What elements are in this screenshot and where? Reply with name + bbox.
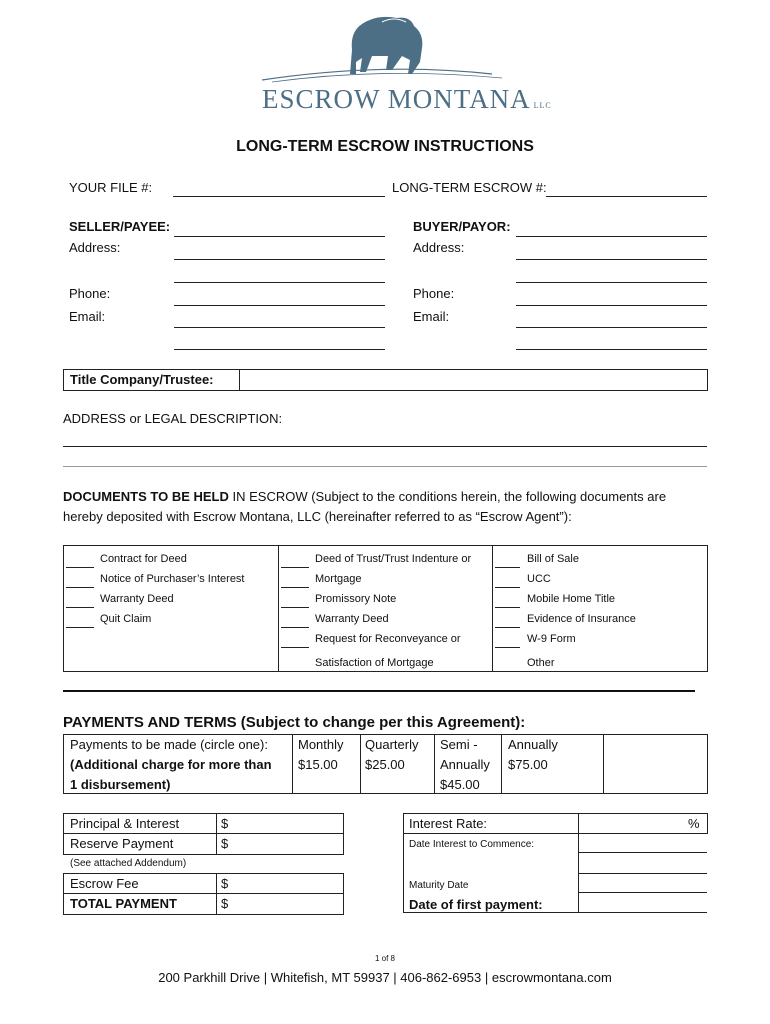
doc-warranty-deed: Warranty Deed	[100, 593, 174, 605]
principal-interest-label: Principal & Interest	[70, 816, 180, 831]
date-interest-label: Date Interest to Commence:	[409, 839, 535, 850]
payments-heading: PAYMENTS AND TERMS (Subject to change per this Agreement):	[63, 714, 526, 731]
dollar-sign: $	[221, 816, 229, 831]
doc-other: Other	[527, 657, 555, 669]
doc-checkbox[interactable]	[66, 607, 94, 608]
doc-checkbox[interactable]	[281, 627, 309, 628]
doc-checkbox[interactable]	[66, 567, 94, 568]
payments-desc: Payments to be made (circle one):	[70, 737, 268, 752]
payments-divider-2	[360, 734, 361, 793]
doc-checkbox[interactable]	[281, 647, 309, 648]
section-divider	[63, 690, 695, 692]
doc-checkbox[interactable]	[495, 647, 520, 648]
bison-icon	[262, 12, 512, 87]
seller-extra-field[interactable]	[174, 349, 385, 350]
option-quarterly[interactable]: Quarterly	[365, 737, 419, 752]
buyer-name-field[interactable]	[516, 236, 707, 237]
rates-spacer-line	[578, 873, 707, 874]
doc-checkbox[interactable]	[66, 587, 94, 588]
doc-ucc: UCC	[527, 573, 551, 585]
payments-desc-3: 1 disbursement)	[70, 777, 171, 792]
option-monthly[interactable]: Monthly	[298, 737, 344, 752]
buyer-phone-field[interactable]	[516, 305, 707, 306]
maturity-date-label: Maturity Date	[409, 880, 469, 891]
file-label: YOUR FILE #:	[69, 180, 153, 195]
title-company-label: Title Company/Trustee:	[70, 372, 214, 387]
escrow-label: LONG-TERM ESCROW #:	[392, 180, 547, 195]
legal-description-field-2[interactable]	[63, 466, 707, 467]
logo-text: ESCROW MONTANA LLC	[262, 84, 552, 114]
doc-checkbox[interactable]	[66, 627, 94, 628]
documents-col-divider-1	[278, 545, 279, 671]
footer-address: 200 Parkhill Drive | Whitefish, MT 59937 | 406-862-6953 | escrowmontana.com	[158, 970, 612, 985]
documents-heading-line2: hereby deposited with Escrow Montana, LLC (hereinafter referred to as “Escrow Agent”):	[63, 509, 572, 524]
doc-evidence-insurance: Evidence of Insurance	[527, 613, 636, 625]
buyer-phone-label: Phone:	[413, 286, 455, 301]
doc-checkbox[interactable]	[281, 607, 309, 608]
doc-notice-purchaser: Notice of Purchaser’s Interest	[100, 573, 245, 585]
doc-promissory-note: Promissory Note	[315, 593, 397, 605]
interest-rate-divider	[578, 813, 579, 833]
buyer-address-field[interactable]	[516, 259, 707, 260]
addendum-note: (See attached Addendum)	[70, 858, 187, 869]
payments-divider-5	[603, 734, 604, 793]
doc-deed-of-trust: Deed of Trust/Trust Indenture or	[315, 553, 472, 565]
seller-name-field[interactable]	[174, 236, 385, 237]
interest-rate-label: Interest Rate:	[409, 816, 488, 831]
dollar-sign: $	[221, 896, 229, 911]
buyer-label: BUYER/PAYOR:	[413, 219, 511, 234]
monthly-fee: $15.00	[298, 757, 338, 772]
seller-email-field[interactable]	[174, 327, 385, 328]
payments-divider-4	[501, 734, 502, 793]
documents-col-divider-2	[492, 545, 493, 671]
first-payment-field[interactable]	[403, 912, 707, 913]
page-title: LONG-TERM ESCROW INSTRUCTIONS	[236, 138, 534, 155]
doc-request-reconveyance: Request for Reconveyance or	[315, 633, 461, 645]
escrow-number-field[interactable]	[546, 196, 707, 197]
buyer-email-field[interactable]	[516, 327, 707, 328]
total-payment-label: TOTAL PAYMENT	[70, 896, 177, 911]
seller-label: SELLER/PAYEE:	[69, 219, 171, 234]
page-number: 1 of 8	[374, 954, 395, 963]
doc-mobile-home-title: Mobile Home Title	[527, 593, 616, 605]
doc-quit-claim: Quit Claim	[100, 613, 152, 625]
percent-sign: %	[688, 816, 700, 831]
title-company-field[interactable]	[241, 370, 705, 389]
date-interest-field[interactable]	[578, 852, 707, 853]
seller-email-label: Email:	[69, 309, 106, 324]
buyer-extra-field[interactable]	[516, 349, 707, 350]
doc-checkbox[interactable]	[495, 567, 520, 568]
payments-desc-2: (Additional charge for more than	[70, 757, 272, 772]
buyer-address-field-2[interactable]	[516, 282, 707, 283]
payments-divider-3	[434, 734, 435, 793]
dollar-sign: $	[221, 876, 229, 891]
interest-rate-field[interactable]	[580, 814, 680, 832]
total-payment-field[interactable]	[232, 894, 340, 912]
doc-checkbox[interactable]	[495, 607, 520, 608]
doc-checkbox[interactable]	[495, 587, 520, 588]
logo	[262, 12, 552, 122]
legal-description-label: ADDRESS or LEGAL DESCRIPTION:	[63, 411, 283, 426]
principal-interest-field[interactable]	[232, 814, 340, 832]
doc-w9-form: W-9 Form	[527, 633, 576, 645]
file-field[interactable]	[173, 196, 385, 197]
amounts-col-divider	[216, 813, 217, 854]
maturity-date-field[interactable]	[578, 892, 707, 893]
doc-checkbox[interactable]	[495, 671, 520, 672]
seller-phone-label: Phone:	[69, 286, 111, 301]
first-payment-label: Date of first payment:	[409, 897, 543, 912]
doc-warranty-deed-2: Warranty Deed	[315, 613, 389, 625]
quarterly-fee: $25.00	[365, 757, 405, 772]
seller-phone-field[interactable]	[174, 305, 385, 306]
payments-divider-1	[292, 734, 293, 793]
documents-heading: DOCUMENTS TO BE HELD IN ESCROW (Subject to the conditions herein, the following documents are	[63, 489, 667, 504]
option-semi-annually-2[interactable]: Annually	[440, 757, 490, 772]
doc-checkbox[interactable]	[281, 587, 309, 588]
rates-divider	[403, 833, 404, 913]
option-semi-annually[interactable]: Semi -	[440, 737, 478, 752]
legal-description-field[interactable]	[63, 446, 707, 447]
reserve-payment-field[interactable]	[232, 834, 340, 852]
doc-contract-for-deed: Contract for Deed	[100, 553, 187, 565]
option-annually[interactable]: Annually	[508, 737, 558, 752]
doc-satisfaction-mortgage: Satisfaction of Mortgage	[315, 657, 434, 669]
semi-annual-fee: $45.00	[440, 777, 480, 792]
title-company-divider	[239, 369, 240, 390]
annual-fee: $75.00	[508, 757, 548, 772]
amounts-col-divider	[216, 873, 217, 914]
buyer-email-label: Email:	[413, 309, 450, 324]
escrow-fee-label: Escrow Fee	[70, 876, 139, 891]
reserve-payment-label: Reserve Payment	[70, 836, 174, 851]
seller-address-label: Address:	[69, 240, 121, 255]
doc-bill-of-sale: Bill of Sale	[527, 553, 579, 565]
buyer-address-label: Address:	[413, 240, 465, 255]
doc-checkbox[interactable]	[495, 627, 520, 628]
dollar-sign: $	[221, 836, 229, 851]
seller-address-field-2[interactable]	[174, 282, 385, 283]
seller-address-field[interactable]	[174, 259, 385, 260]
escrow-fee-field[interactable]	[232, 874, 340, 892]
doc-checkbox[interactable]	[281, 567, 309, 568]
doc-mortgage: Mortgage	[315, 573, 362, 585]
